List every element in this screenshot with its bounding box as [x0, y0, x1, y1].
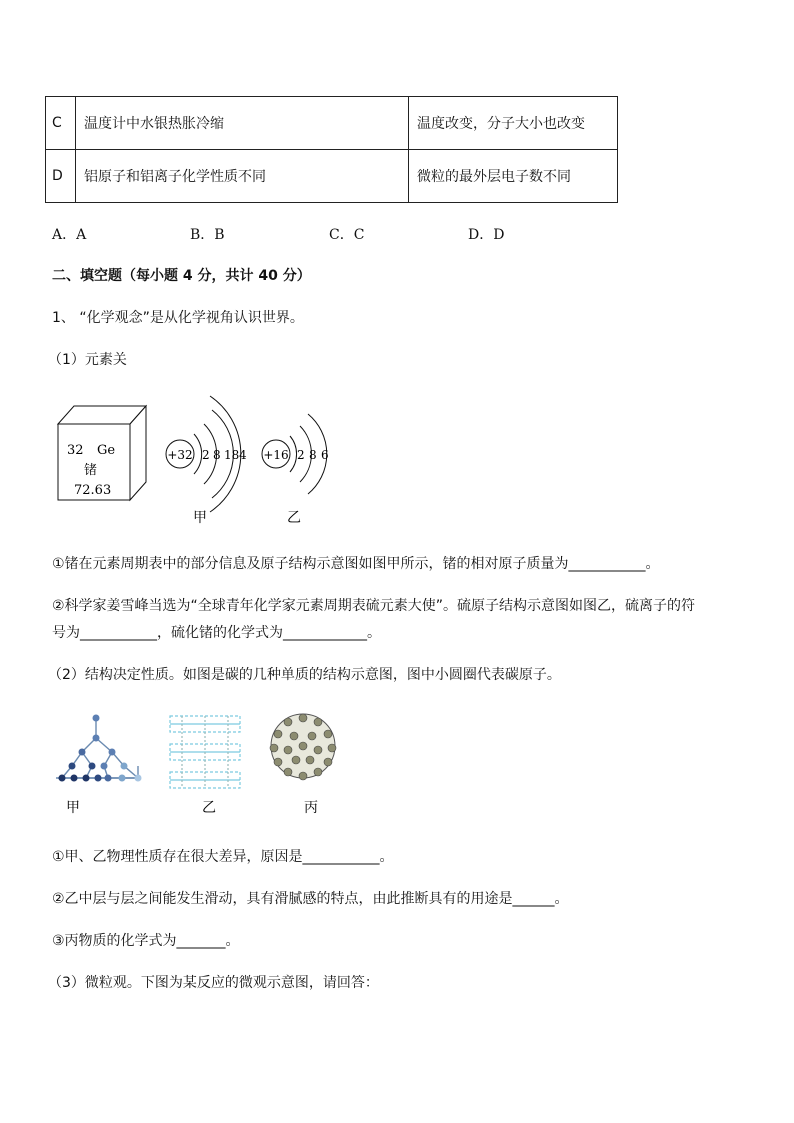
- sub-question-2-line-2: 号为___________，硫化锗的化学式为____________。: [52, 625, 381, 641]
- sub-question-2-line-1: ②科学家姜雪峰当选为“全球青年化学家元素周期表硫元素大使”。硫原子结构示意图如图乙，硫离子的符: [52, 598, 696, 614]
- part-2-title: （2）结构决定性质。如图是碳的几种单质的结构示意图，图中小圆圈代表碳原子。: [48, 667, 561, 683]
- part-2-sub-3: ③丙物质的化学式为_______。: [52, 933, 240, 949]
- question-1-stem: 1、 “化学观念”是从化学视角认识世界。: [52, 310, 304, 326]
- row-phenomenon: 温度计中水银热胀冷缩: [76, 97, 409, 150]
- shell-electrons: 8: [309, 448, 317, 462]
- fullerene-structure-image: [270, 714, 336, 780]
- atom-yi-diagram: [262, 414, 329, 526]
- row-phenomenon: 铝原子和铝离子化学性质不同: [76, 150, 409, 203]
- element-mass: 72.63: [74, 483, 112, 498]
- element-name: 锗: [84, 463, 98, 478]
- carbon-caption-yi: 乙: [202, 800, 216, 816]
- row-explanation: 微粒的最外层电子数不同: [409, 150, 618, 203]
- element-card: [58, 406, 146, 500]
- graphite-structure-image: [170, 716, 240, 788]
- row-explanation: 温度改变，分子大小也改变: [409, 97, 618, 150]
- shell-electrons: 8: [213, 448, 221, 462]
- atom-structure-figure: [50, 390, 350, 530]
- part-2-sub-2: ②乙中层与层之间能发生滑动，具有滑腻感的特点，由此推断具有的用途是______。: [52, 891, 569, 907]
- carbon-caption-jia: 甲: [66, 800, 80, 816]
- choice-a[interactable]: A．A: [52, 227, 87, 243]
- options-table: [45, 96, 618, 203]
- shell-electrons: 6: [321, 448, 329, 462]
- atom-jia-caption: 甲: [193, 510, 207, 526]
- electron-shell-arc: [290, 436, 297, 472]
- shell-electrons: 18: [224, 448, 240, 462]
- atom-yi-nucleus: +16: [263, 448, 289, 462]
- atom-jia-diagram: [166, 396, 247, 526]
- element-symbol: Ge: [97, 443, 116, 458]
- atom-yi-caption: 乙: [287, 510, 301, 526]
- diamond-atoms: [59, 715, 142, 782]
- row-letter: D: [46, 150, 76, 203]
- choice-b[interactable]: B．B: [190, 227, 225, 243]
- carbon-structures-figure: [52, 710, 352, 820]
- atom-jia-nucleus: +32: [167, 448, 193, 462]
- shell-electrons: 2: [297, 448, 305, 462]
- section-title: 二、填空题（每小题 4 分，共计 40 分）: [52, 268, 311, 284]
- element-atomic-number: 32: [67, 443, 84, 458]
- shell-electrons: 4: [239, 448, 247, 462]
- table-row: [46, 97, 618, 150]
- electron-shell-arc: [194, 434, 202, 474]
- sub-question-1: ①锗在元素周期表中的部分信息及原子结构示意图如图甲所示，锗的相对原子质量为___________。: [52, 556, 660, 572]
- part-2-sub-1: ①甲、乙物理性质存在很大差异，原因是___________。: [52, 849, 394, 865]
- part-1-title: （1）元素关: [48, 352, 127, 368]
- shell-electrons: 2: [202, 448, 210, 462]
- choice-c[interactable]: C．C: [329, 227, 365, 243]
- row-letter: C: [46, 97, 76, 150]
- table-row: [46, 150, 618, 203]
- part-3-title: （3）微粒观。下图为某反应的微观示意图，请回答：: [48, 975, 379, 991]
- choice-d[interactable]: D．D: [468, 227, 505, 243]
- carbon-caption-bing: 丙: [304, 800, 318, 816]
